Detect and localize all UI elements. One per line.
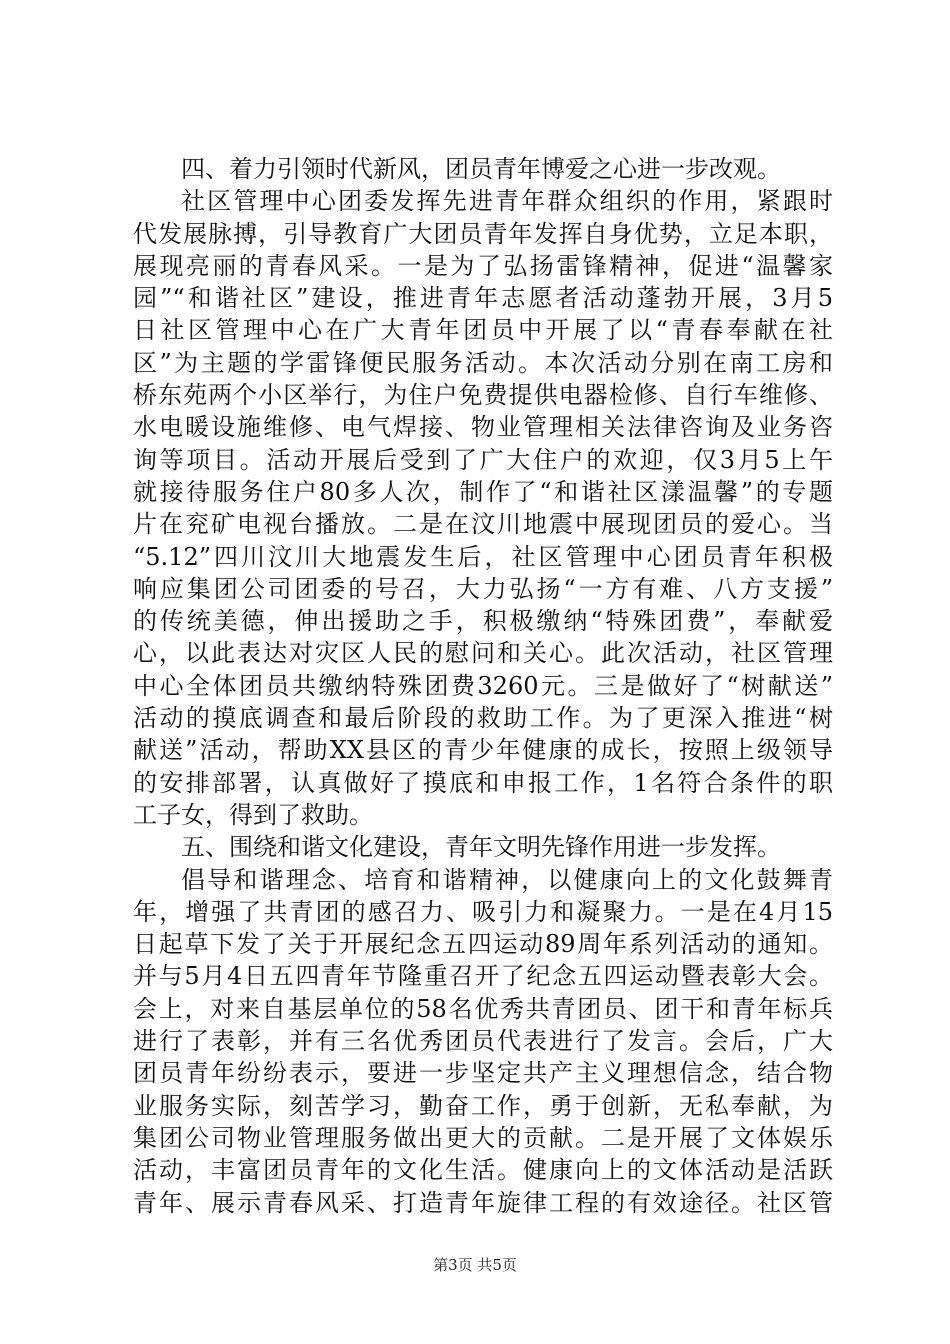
text-line: 五、围绕和谐文化建设，青年文明先锋作用进一步发挥。 xyxy=(181,833,781,862)
text-line: 展现亮丽的青春风采。一是为了弘扬雷锋精神，促进“温馨家 xyxy=(133,251,833,280)
text-line: 水电暖设施维修、电气焊接、物业管理相关法律咨询及业务咨 xyxy=(133,413,833,442)
text-line: 就接待服务住户80多人次，制作了“和谐社区漾温馨”的专题 xyxy=(133,477,833,506)
text-line: 业服务实际，刻苦学习，勤奋工作，勇于创新，无私奉献，为 xyxy=(133,1091,833,1120)
text-line: 片在兖矿电视台播放。二是在汶川地震中展现团员的爱心。当 xyxy=(133,510,833,539)
text-line: 活动的摸底调查和最后阶段的救助工作。为了更深入推进“树 xyxy=(133,704,833,733)
text-line: 会上，对来自基层单位的58名优秀共青团员、团干和青年标兵 xyxy=(133,994,833,1023)
text-line: 心，以此表达对灾区人民的慰问和关心。此次活动，社区管理 xyxy=(133,639,833,668)
text-line: 献送”活动，帮助XX县区的青少年健康的成长，按照上级领导 xyxy=(133,736,833,765)
text-line: 青年、展示青春风采、打造青年旋律工程的有效途径。社区管 xyxy=(133,1188,833,1217)
text-line: 工子女，得到了救助。 xyxy=(133,800,373,829)
text-line: 年，增强了共青团的感召力、吸引力和凝聚力。一是在4月15 xyxy=(133,897,833,926)
text-line: 园”“和谐社区”建设，推进青年志愿者活动蓬勃开展，3月5 xyxy=(133,284,833,313)
text-line: 代发展脉搏，引导教育广大团员青年发挥自身优势，立足本职， xyxy=(133,219,833,248)
text-line: 日社区管理中心在广大青年团员中开展了以“青春奉献在社 xyxy=(133,316,833,345)
text-line: 团员青年纷纷表示，要进一步坚定共产主义理想信念，结合物 xyxy=(133,1059,833,1088)
document-body xyxy=(133,153,833,1219)
text-line: 的安排部署，认真做好了摸底和申报工作，1名符合条件的职 xyxy=(133,768,833,797)
text-line: 并与5月4日五四青年节隆重召开了纪念五四运动暨表彰大会。 xyxy=(133,962,833,991)
text-line: 中心全体团员共缴纳特殊团费3260元。三是做好了“树献送” xyxy=(133,671,833,700)
text-line: 区”为主题的学雷锋便民服务活动。本次活动分别在南工房和 xyxy=(133,348,833,377)
text-line: 活动，丰富团员青年的文化生活。健康向上的文体活动是活跃 xyxy=(133,1156,833,1185)
text-line: 倡导和谐理念、培育和谐精神，以健康向上的文化鼓舞青 xyxy=(181,865,833,894)
text-line: 桥东苑两个小区举行，为住户免费提供电器检修、自行车维修、 xyxy=(133,381,833,410)
text-line: 进行了表彰，并有三名优秀团员代表进行了发言。会后，广大 xyxy=(133,1027,833,1056)
text-line: 四、着力引领时代新风，团员青年博爱之心进一步改观。 xyxy=(181,155,781,183)
text-line: “5.12”四川汶川大地震发生后，社区管理中心团员青年积极 xyxy=(133,542,833,571)
text-line: 询等项目。活动开展后受到了广大住户的欢迎，仅3月5上午 xyxy=(133,445,833,474)
text-line: 集团公司物业管理服务做出更大的贡献。二是开展了文体娱乐 xyxy=(133,1123,833,1152)
text-line: 社区管理中心团委发挥先进青年群众组织的作用，紧跟时 xyxy=(181,187,833,216)
text-line: 响应集团公司团委的号召，大力弘扬“一方有难、八方支援” xyxy=(133,574,833,603)
text-line: 的传统美德，伸出援助之手，积极缴纳“特殊团费”，奉献爱 xyxy=(133,607,833,636)
page-footer: 第3页 共5页 xyxy=(433,1256,517,1274)
text-line: 日起草下发了关于开展纪念五四运动89周年系列活动的通知。 xyxy=(133,930,833,959)
